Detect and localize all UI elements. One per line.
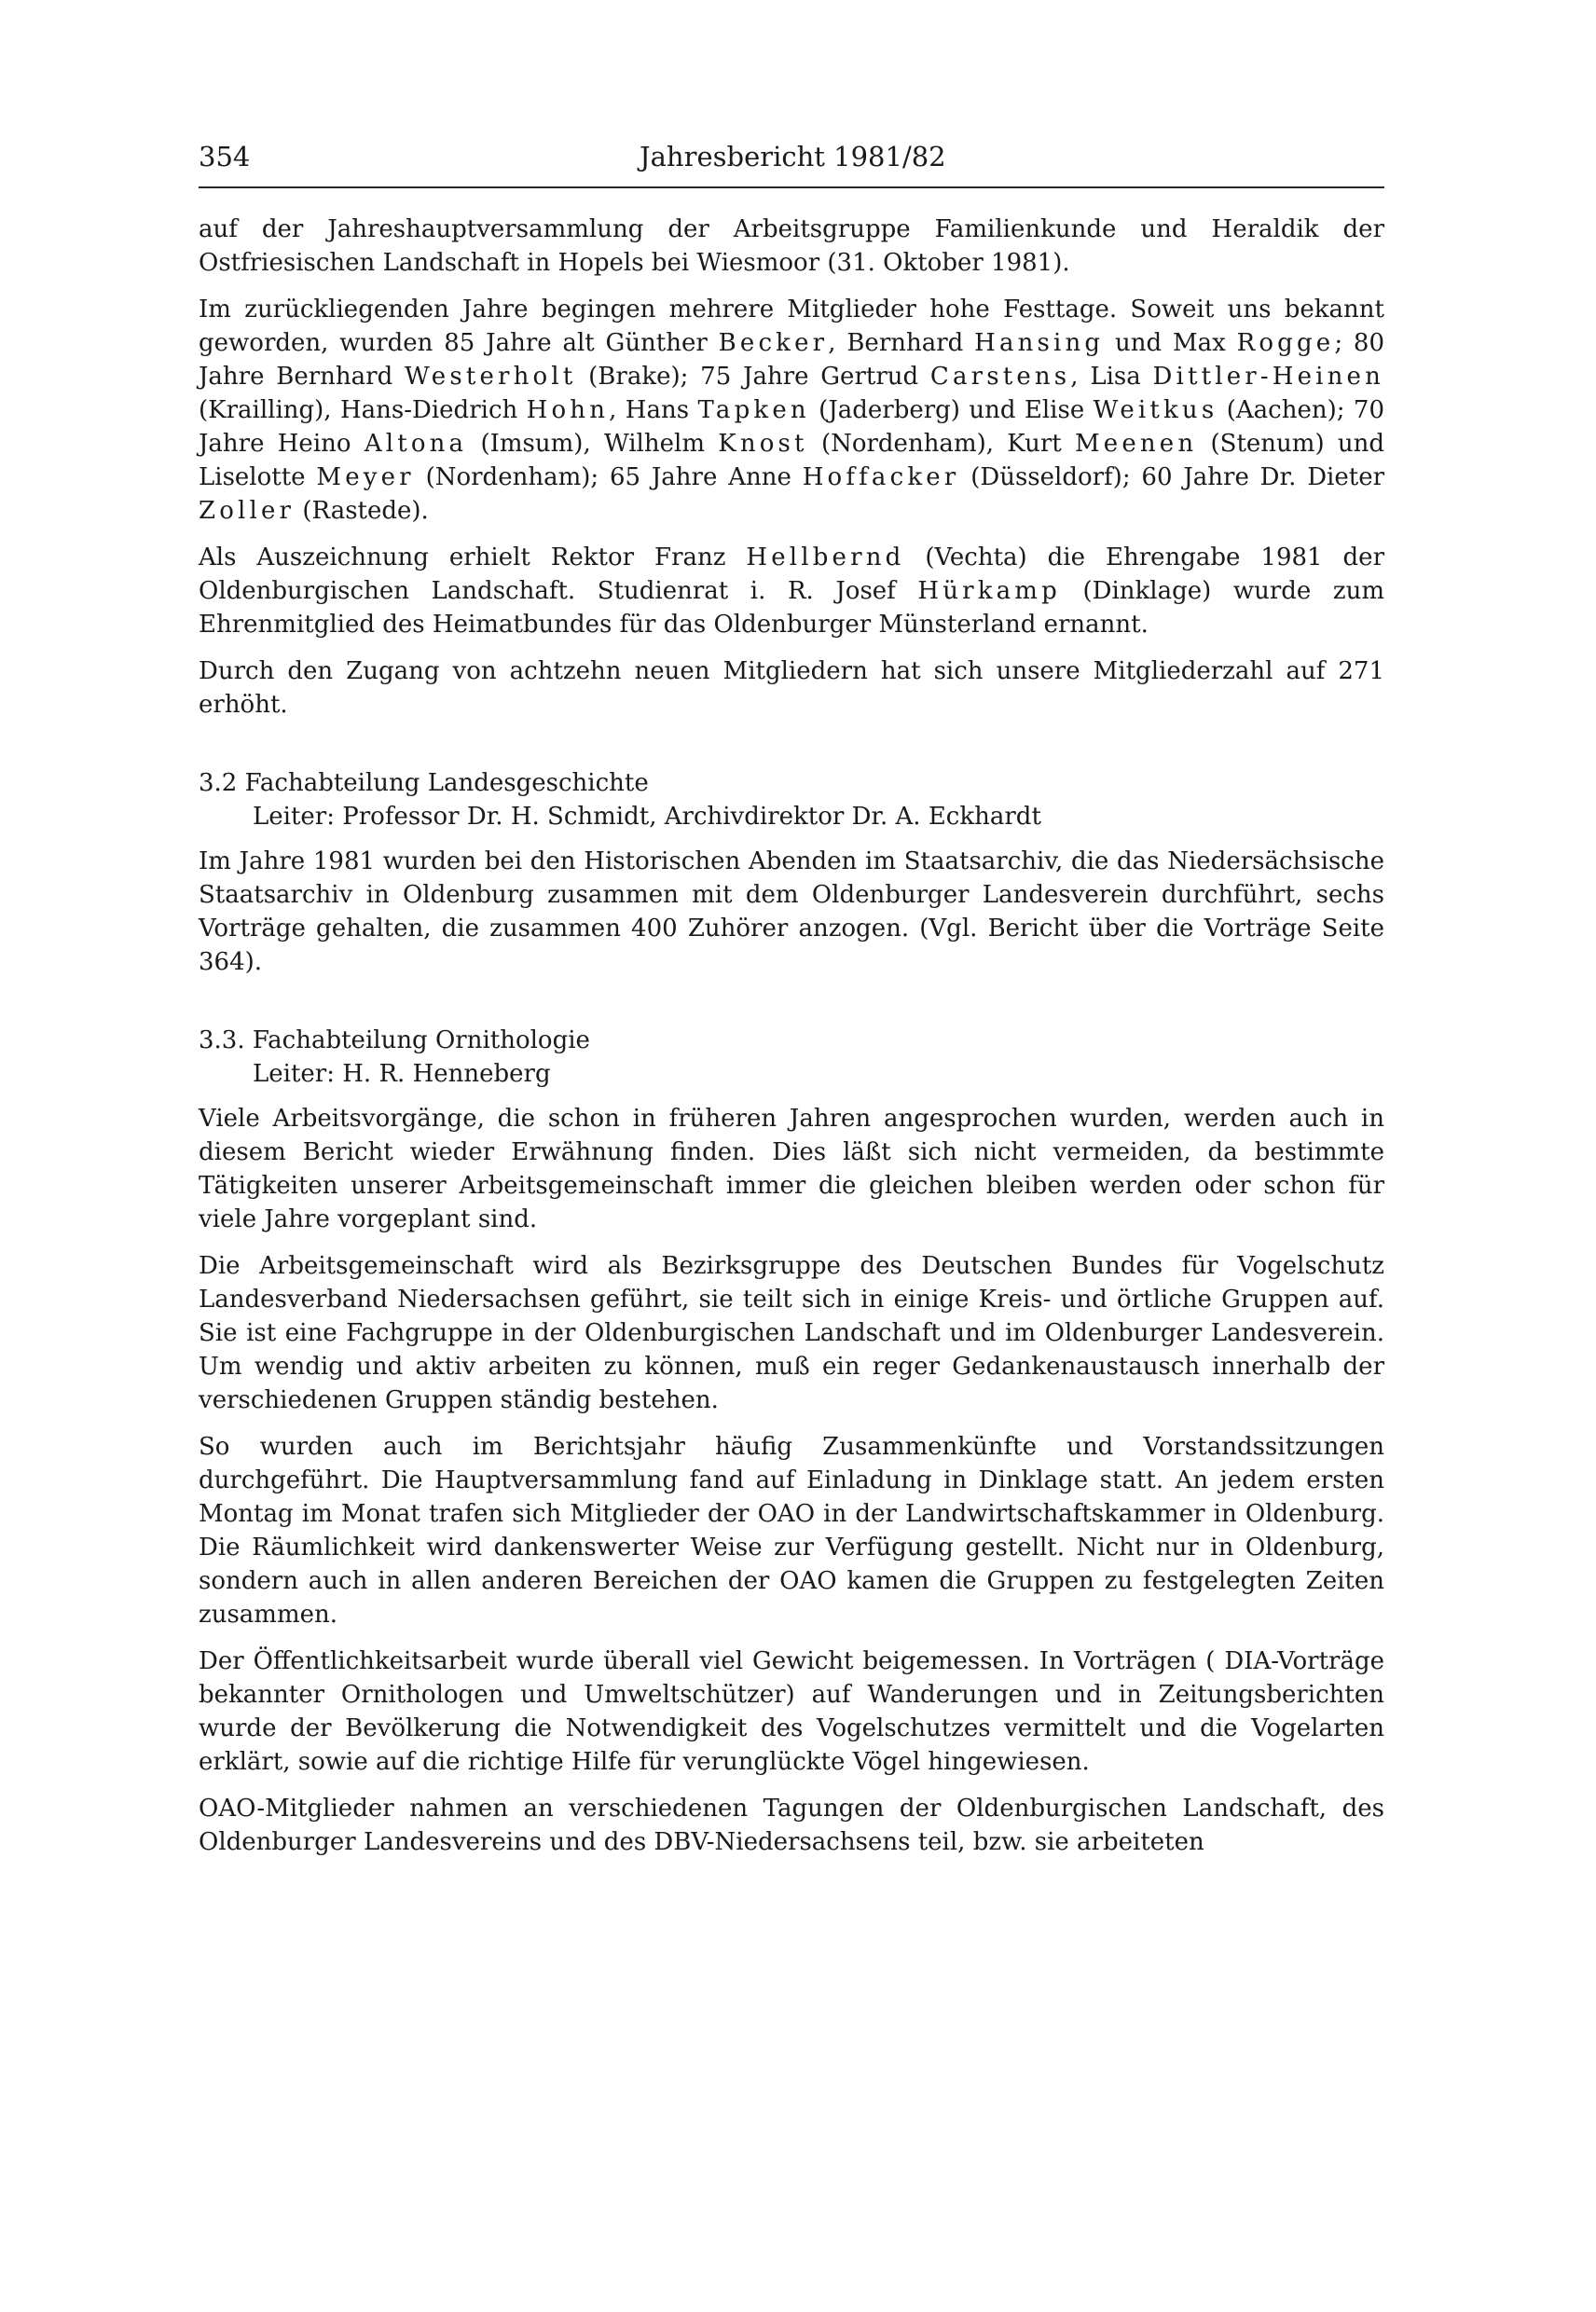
member-name: Zoller [199,497,296,525]
paragraph-oeffentlichkeitsarbeit: Der Öffentlichkeitsarbeit wurde überall viel Gewicht beigemessen. In Vorträgen ( DIA-Vorträge bekannter Ornithologen und Umweltschützer) auf Wanderungen und in Zeitungsberichten wurde der Bevölkerung die Notwendigkeit des Vogelschutzes vermittelt und die Vogelarten erklärt, sowie auf die richtige Hilfe für verunglückte Vögel hingewiesen. [199,1647,1384,1776]
member-name: Meyer [316,463,415,491]
paragraph-arbeitsvorgaenge: Viele Arbeitsvorgänge, die schon in früheren Jahren angesprochen wurden, werden auch in diesem Bericht wieder Erwähnung finden. Dies läßt sich nicht vermeiden, da bestimmte Tätigkeiten unserer Arbeitsgemeinschaft immer die gleichen bleiben werden oder schon für viele Jahre vorgeplant sind. [199,1105,1384,1233]
paragraph-awards: Als Auszeichnung erhielt Rektor Franz Hellbernd (Vechta) die Ehrengabe 1981 der Oldenburgischen Landschaft. Studienrat i. R. Josef Hürkamp (Dinklage) wurde zum Ehrenmitglied des Heimatbundes für das Oldenburger Münsterland ernannt. [199,544,1384,639]
member-name: Westerholt [405,363,577,391]
section-ornithologie [199,1024,1384,1859]
member-name: Hohn [526,396,610,424]
section-landesgeschichte [199,766,1384,979]
member-name: Hansing [974,329,1105,357]
member-name: Hoffacker [802,463,960,491]
member-name: Dittler-Heinen [1152,363,1385,391]
member-name: Carstens [929,363,1071,391]
section-heading: 3.2 Fachabteilung Landesgeschichte [199,769,649,797]
member-name: Tapken [697,396,810,424]
member-name: Hürkamp [917,577,1061,605]
paragraph-zusammenkuenfte: So wurden auch im Berichtsjahr häufig Zusammenkünfte und Vorstandssitzungen durchgeführt. Die Hauptversammlung fand auf Einladung in Dinklage statt. An jedem ersten Montag im Monat trafen sich Mitglieder der OAO in der Landwirtschaftskammer in Oldenburg. Die Räumlichkeit wird dankenswerter Weise zur Verfügung gestellt. Nicht nur in Oldenburg, sondern auch in allen anderen Bereichen der OAO kamen die Gruppen zu festgelegten Zeiten zusammen. [199,1433,1384,1629]
member-name: Altona [364,430,468,458]
paragraph-tagungen: OAO-Mitglieder nahmen an verschiedenen Tagungen der Oldenburgischen Landschaft, des Oldenburger Landesvereins und des DBV-Niedersachsens teil, bzw. sie arbeiteten [199,1795,1384,1856]
member-name: Becker [718,329,829,357]
member-name: Weitkus [1093,396,1218,424]
section-leader: Leiter: H. R. Henneberg [253,1060,551,1088]
header-rule [199,186,1384,188]
paragraph-membership: Durch den Zugang von achtzehn neuen Mitgliedern hat sich unsere Mitgliederzahl auf 271 erhöht. [199,657,1384,719]
running-title: Jahresbericht 1981/82 [640,141,946,172]
paragraph-historische-abende: Im Jahre 1981 wurden bei den Historischen Abenden im Staatsarchiv, die das Niedersächsische Staatsarchiv in Oldenburg zusammen mit dem Oldenburger Landesverein durchführt, sechs Vorträge gehalten, die zusammen 400 Zuhörer anzogen. (Vgl. Bericht über die Vorträge Seite 364). [199,847,1384,976]
paragraph-birthdays: Im zurückliegenden Jahre begingen mehrere Mitglieder hohe Festtage. Soweit uns bekannt geworden, wurden 85 Jahre alt Günther Becker, Bernhard Hansing und Max Rogge; 80 Jahre Bernhard Westerholt (Brake); 75 Jahre Gertrud Carstens, Lisa Dittler-Heinen (Krailling), Hans-Diedrich Hohn, Hans Tapken (Jaderberg) und Elise Weitkus (Aachen); 70 Jahre Heino Altona (Imsum), Wilhelm Knost (Nordenham), Kurt Meenen (Stenum) und Liselotte Meyer (Nordenham); 65 Jahre Anne Hoffacker (Düsseldorf); 60 Jahre Dr. Dieter Zoller (Rastede). [199,296,1385,525]
section-heading: 3.3. Fachabteilung Ornithologie [199,1026,590,1054]
document-page [199,131,1384,1872]
running-head [199,131,1384,186]
member-name: Meenen [1075,430,1198,458]
paragraph-meeting: auf der Jahreshauptversammlung der Arbeitsgruppe Familienkunde und Heraldik der Ostfriesischen Landschaft in Hopels bei Wiesmoor (31. Oktober 1981). [199,215,1384,277]
page-number: 354 [199,141,251,172]
section-leader: Leiter: Professor Dr. H. Schmidt, Archivdirektor Dr. A. Eckhardt [253,803,1041,831]
member-name: Hellbernd [746,544,905,571]
member-name: Knost [718,430,808,458]
member-name: Rogge [1236,329,1335,357]
paragraph-arbeitsgemeinschaft: Die Arbeitsgemeinschaft wird als Bezirksgruppe des Deutschen Bundes für Vogelschutz Landesverband Niedersachsen geführt, sie teilt sich in einige Kreis- und örtliche Gruppen auf. Sie ist eine Fachgruppe in der Oldenburgischen Landschaft und im Oldenburger Landesverein. Um wendig und aktiv arbeiten zu können, muß ein reger Gedankenaustausch innerhalb der verschiedenen Gruppen ständig bestehen. [199,1252,1384,1414]
